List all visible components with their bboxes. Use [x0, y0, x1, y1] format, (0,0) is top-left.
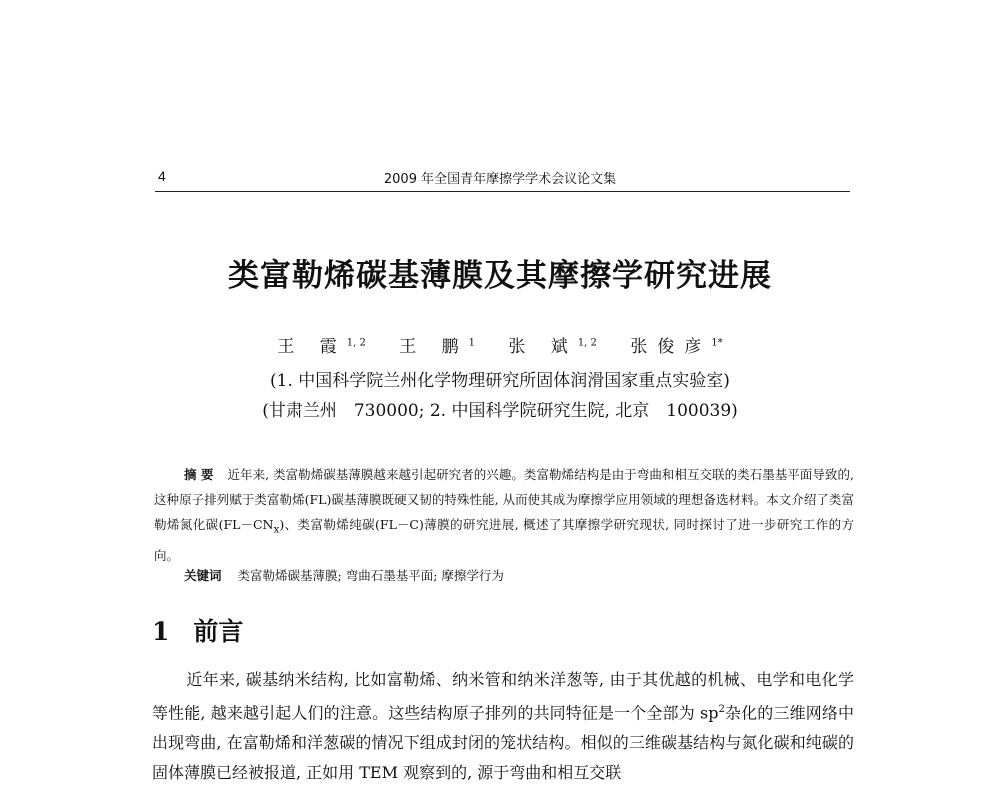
body-text-cont: 杂化的三维网络中出现弯曲, 在富勒烯和洋葱碳的情况下组成封闭的笼状结构。相似的三维碳基结构与氮化碳和纯碳的固体薄膜已经被报道, 正如用 TEM 观察到的, 源于弯曲和相互交联 — [152, 703, 854, 783]
affiliation-line-1: (1. 中国科学院兰州化学物理研究所固体润滑国家重点实验室) — [270, 371, 730, 391]
header-divider — [155, 191, 850, 192]
page-number: 4 — [158, 168, 166, 184]
body-superscript: 2 — [718, 704, 725, 715]
body-text: 近年来, 碳基纳米结构, 比如富勒烯、纳米管和纳米洋葱等, 由于其优越的机械、电学和电化学等性能, 越来越引起人们的注意。这些结构原子排列的共同特征是一个全部为 sp — [152, 670, 854, 723]
section-heading — [152, 612, 243, 648]
author: 张俊彦$^{1*}$ — [630, 337, 723, 357]
author-list — [0, 332, 1000, 357]
running-header: 2009 年全国青年摩擦学学术会议论文集 — [383, 172, 617, 187]
author: 王 霞$^{1, 2}$ — [277, 337, 366, 357]
abstract-text-cont: )、类富勒烯纯碳(FL－C)薄膜的研究进展, 概述了其摩擦学研究现状, 同时探讨了进一步研究工作的方向。 — [154, 517, 854, 563]
section-number: 1 — [152, 617, 170, 646]
abstract-text: 近年来, 类富勒烯碳基薄膜越来越引起研究者的兴趣。类富勒烯结构是由于弯曲和相互交联的类石墨基平面导致的, 这种原子排列赋于类富勒烯(FL)碳基薄膜既硬又韧的特殊性能, 从而使其成为摩擦学应用领域的理想备选材料。本文介绍了类富勒烯氮化碳(FL－CN — [154, 467, 854, 532]
keywords-text: 类富勒烯碳基薄膜; 弯曲石墨基平面; 摩擦学行为 — [237, 568, 504, 583]
abstract-subscript: x — [273, 523, 280, 536]
keywords — [184, 566, 504, 584]
abstract — [154, 462, 854, 568]
author: 王 鹏$^1$ — [399, 337, 475, 357]
author: 张 斌$^{1, 2}$ — [508, 337, 597, 357]
paper-title: 类富勒烯碳基薄膜及其摩擦学研究进展 — [228, 258, 772, 294]
abstract-label: 摘 要 — [184, 467, 214, 482]
affiliation-line-2: (甘肃兰州 730000; 2. 中国科学院研究生院, 北京 100039) — [262, 401, 738, 421]
section-title: 前言 — [193, 617, 244, 646]
keywords-label: 关键词 — [184, 568, 222, 583]
body-paragraph — [152, 665, 854, 788]
